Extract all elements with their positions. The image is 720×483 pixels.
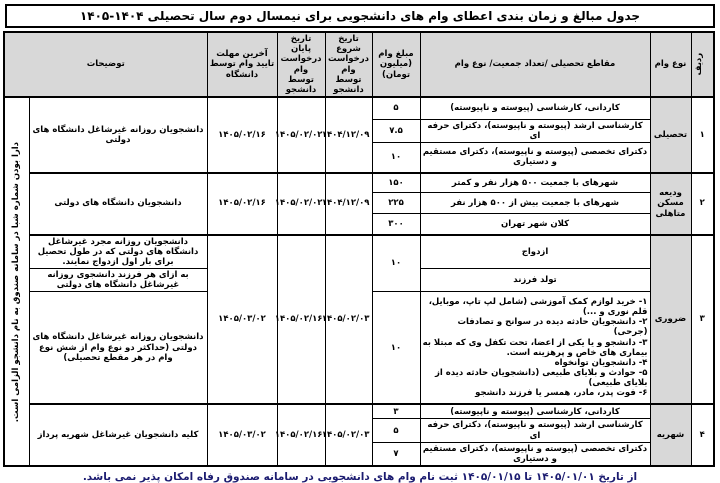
category-cell: ازدواج bbox=[420, 235, 650, 269]
header-deadline: آخرین مهلت تایید وام توسط دانشگاه bbox=[207, 32, 277, 97]
side-note-cell bbox=[4, 97, 29, 466]
category-cell: شهرهای با جمعیت ۵۰۰ هزار نفر و کمتر bbox=[420, 173, 650, 193]
emergency-list-item: ۳- دانشجو و یا یکی از اعضا، تحت تکفل وی که مبتلا به بیماری های خاص و پرهزینه است. bbox=[422, 337, 648, 358]
header-category: مقاطع تحصیلی /تعداد جمعیت/ نوع وام bbox=[420, 32, 650, 97]
category-cell: کاردانی، کارشناسی (پیوسته و ناپیوسته) bbox=[420, 404, 650, 419]
row-number-cell: ۳ bbox=[691, 235, 714, 404]
category-cell: کارشناسی ارشد (پیوسته و ناپیوسته)، دکترای حرفه ای bbox=[420, 419, 650, 442]
category-cell: دکترای تخصصی (پیوسته و ناپیوسته)، دکترای مستقیم و دستیاری bbox=[420, 442, 650, 466]
loan-type-cell: ودیعه مسکن متاهلی bbox=[650, 173, 691, 235]
amount-cell: ۱۰ bbox=[372, 143, 420, 173]
header-row bbox=[4, 32, 714, 97]
table-row bbox=[4, 404, 714, 419]
emergency-list-item: ۲- دانشجویان حادثه دیده در سوانح و تصادفات (جرحی) bbox=[457, 317, 648, 338]
loan-table bbox=[3, 31, 715, 467]
footer-note: از تاریخ ۱۴۰۵/۰۱/۰۱ تا ۱۴۰۵/۰۱/۱۵ ثبت نام وام های دانشجویی در سامانه صندوق رفاه امکان پذیر نمی باشد. bbox=[82, 471, 638, 483]
note-cell: دانشجویان دانشگاه های دولتی bbox=[29, 173, 207, 235]
header-row-number bbox=[691, 32, 714, 97]
emergency-list-cell bbox=[420, 292, 650, 404]
end-date-cell: ۱۴۰۵/۰۲/۱۶ bbox=[277, 235, 325, 404]
start-date-cell: ۱۴۰۴/۱۲/۰۹ bbox=[325, 97, 372, 172]
start-date-cell: ۱۴۰۵/۰۲/۰۳ bbox=[325, 404, 372, 466]
deadline-cell: ۱۴۰۵/۰۲/۱۶ bbox=[207, 173, 277, 235]
end-date-cell: ۱۴۰۵/۰۲/۱۶ bbox=[277, 404, 325, 466]
header-notes: توضیحات bbox=[4, 32, 207, 97]
note-cell: دانشجویان روزانه غیرشاغل دانشگاه های دولتی bbox=[29, 97, 207, 172]
page-title: جدول مبالغ و زمان بندی اعطای وام های دانشجویی برای نیمسال دوم سال تحصیلی ۱۴۰۴-۱۴۰۵ bbox=[5, 4, 715, 28]
amount-cell: ۷.۵ bbox=[372, 119, 420, 142]
header-amount: مبلغ وام (میلیون تومان) bbox=[372, 32, 420, 97]
row-number-cell: ۱ bbox=[691, 97, 714, 172]
amount-cell: ۱۰ bbox=[372, 235, 420, 292]
header-row-number-label: ردیف bbox=[694, 53, 705, 76]
category-cell: کاردانی، کارشناسی (پیوسته و ناپیوسته) bbox=[420, 97, 650, 119]
amount-cell: ۳ bbox=[372, 404, 420, 419]
amount-cell: ۷ bbox=[372, 442, 420, 466]
amount-cell: ۱۵۰ bbox=[372, 173, 420, 193]
note-cell: کلیه دانشجویان غیرشاغل شهریه پرداز bbox=[29, 404, 207, 466]
table-row bbox=[4, 173, 714, 193]
start-date-cell: ۱۴۰۴/۱۲/۰۹ bbox=[325, 173, 372, 235]
side-note-text: دارا بودن شماره شبا در سامانه صندوق به نام دانشجو الزامی است. bbox=[10, 141, 21, 422]
start-date-cell: ۱۴۰۵/۰۲/۰۳ bbox=[325, 235, 372, 404]
emergency-list-item: ۱- خرید لوازم کمک آموزشی (شامل لپ تاپ، موبایل، قلم نوری و ...) bbox=[428, 296, 648, 317]
row-number-cell: ۲ bbox=[691, 173, 714, 235]
amount-cell: ۲۲۵ bbox=[372, 193, 420, 214]
emergency-list-item: ۶- فوت پدر، مادر، همسر یا فرزند دانشجو bbox=[475, 388, 648, 399]
note-cell: دانشجویان روزانه غیرشاغل دانشگاه های دولتی (حداکثر دو نوع وام از شش نوع وام در هر مقطع تحصیلی) bbox=[29, 292, 207, 404]
emergency-list-item: ۵- حوادث و بلایای طبیعی (دانشجویان حادثه دیده از بلایای طبیعی) bbox=[434, 368, 648, 389]
end-date-cell: ۱۴۰۵/۰۲/۰۲ bbox=[277, 97, 325, 172]
loan-type-cell: تحصیلی bbox=[650, 97, 691, 172]
category-cell: شهرهای با جمعیت بیش از ۵۰۰ هزار نفر bbox=[420, 193, 650, 214]
header-start-date: تاریخ شروع درخواست وام توسط دانشجو bbox=[325, 32, 372, 97]
side-note-wrap bbox=[6, 118, 27, 446]
category-cell: تولد فرزند bbox=[420, 269, 650, 292]
amount-cell: ۳۰۰ bbox=[372, 214, 420, 235]
amount-cell: ۵ bbox=[372, 97, 420, 119]
deadline-cell: ۱۴۰۵/۰۳/۰۲ bbox=[207, 404, 277, 466]
amount-cell: ۵ bbox=[372, 419, 420, 442]
loan-type-cell: ضروری bbox=[650, 235, 691, 404]
deadline-cell: ۱۴۰۵/۰۳/۰۲ bbox=[207, 235, 277, 404]
loan-type-cell: شهریه bbox=[650, 404, 691, 466]
header-loan-type: نوع وام bbox=[650, 32, 691, 97]
table-row bbox=[4, 235, 714, 269]
note-cell: به ازای هر فرزند دانشجوی روزانه غیرشاغل دانشگاه های دولتی bbox=[29, 269, 207, 292]
deadline-cell: ۱۴۰۵/۰۲/۱۶ bbox=[207, 97, 277, 172]
table-row bbox=[4, 97, 714, 119]
row-number-cell: ۴ bbox=[691, 404, 714, 466]
category-cell: کارشناسی ارشد (پیوسته و ناپیوسته)، دکترای حرفه ای bbox=[420, 119, 650, 142]
amount-cell: ۱۰ bbox=[372, 292, 420, 404]
header-end-date: تاریخ پایان درخواست وام توسط دانشجو bbox=[277, 32, 325, 97]
note-cell: دانشجویان روزانه مجرد غیرشاغل دانشگاه های دولتی که در طول تحصیل برای بار اول ازدواج نمایند. bbox=[29, 235, 207, 269]
end-date-cell: ۱۴۰۵/۰۲/۰۲ bbox=[277, 173, 325, 235]
emergency-list-item: ۴- دانشجویان توانخواه bbox=[554, 357, 648, 368]
category-cell: کلان شهر تهران bbox=[420, 214, 650, 235]
category-cell: دکترای تخصصی (پیوسته و ناپیوسته)، دکترای مستقیم و دستیاری bbox=[420, 143, 650, 173]
